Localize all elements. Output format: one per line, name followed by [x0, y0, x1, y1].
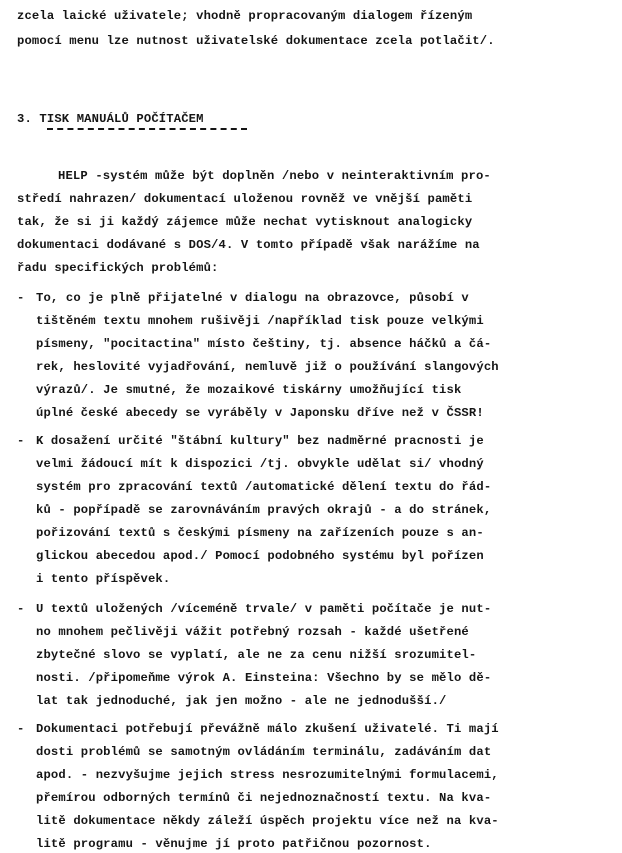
intro-line-1: zcela laické uživatele; vhodně propracovaným dialogem řízeným — [17, 9, 473, 23]
bullet-3-line-2: no mnohem pečlivěji vážit potřebný rozsah - každé ušetřené — [36, 625, 469, 639]
bullet-4-line-4: přemírou odborných termínů či nejednoznačností textu. Na kva- — [36, 791, 492, 805]
bullet-4-line-1: Dokumentaci potřebují převážně málo zkušení uživatelé. Ti mají — [36, 722, 499, 736]
bullet-4-line-2: dosti problémů se samotným ovládáním terminálu, zadáváním dat — [36, 745, 492, 759]
intro-line-2: pomocí menu lze nutnost uživatelské dokumentace zcela potlačit/. — [17, 34, 495, 48]
bullet-2-line-1: K dosažení určité "štábní kultury" bez nadměrné pracnosti je — [36, 434, 484, 448]
bullet-4-line-5: litě dokumentace někdy záleží úspěch projektu více než na kva- — [36, 814, 499, 828]
bullet-3-line-1: U textů uložených /víceméně trvale/ v paměti počítače je nut- — [36, 602, 492, 616]
bullet-2-line-4: ků - popřípadě se zarovnáváním pravých okrajů - a do stránek, — [36, 503, 492, 517]
bullet-2-line-7: i tento příspěvek. — [36, 572, 171, 586]
paragraph-line-4: dokumentaci dodávané s DOS/4. V tomto případě však narážíme na — [17, 238, 480, 252]
paragraph-line-3: tak, že si ji každý zájemce může nechat vytisknout analogicky — [17, 215, 473, 229]
bullet-1-line-1: To, co je plně přijatelné v dialogu na obrazovce, působí v — [36, 291, 469, 305]
bullet-2-line-2: velmi žádoucí mít k dispozici /tj. obvykle udělat si/ vhodný — [36, 457, 484, 471]
heading-underline — [47, 128, 247, 130]
bullet-marker: - — [17, 291, 25, 305]
bullet-marker: - — [17, 722, 25, 736]
section-heading: 3. TISK MANUÁLŮ POČÍTAČEM — [17, 112, 204, 126]
bullet-1-line-2: tištěném textu mnohem rušivěji /například tisk pouze velkými — [36, 314, 484, 328]
bullet-2-line-3: systém pro zpracování textů /automatické dělení textu do řád- — [36, 480, 492, 494]
paragraph-line-2: středí nahrazen/ dokumentací uloženou rovněž ve vnější paměti — [17, 192, 473, 206]
bullet-4-line-3: apod. - nezvyšujme jejich stress nesrozumitelnými formulacemi, — [36, 768, 499, 782]
bullet-2-line-6: glickou abecedou apod./ Pomocí podobného systému byl pořízen — [36, 549, 484, 563]
paragraph-line-5: řadu specifických problémů: — [17, 261, 219, 275]
bullet-marker: - — [17, 602, 25, 616]
bullet-1-line-5: výrazů/. Je smutné, že mozaikové tiskárny umožňující tisk — [36, 383, 462, 397]
bullet-1-line-4: rek, heslovité vyjadřování, nemluvě již o používání slangových — [36, 360, 499, 374]
bullet-marker: - — [17, 434, 25, 448]
bullet-3-line-3: zbytečné slovo se vyplatí, ale ne za cenu nižší srozumitel- — [36, 648, 477, 662]
bullet-4-line-6: litě programu - věnujme jí proto patřičnou pozornost. — [36, 837, 432, 851]
bullet-1-line-3: písmeny, "pocitactina" místo češtiny, tj. absence háčků a čá- — [36, 337, 492, 351]
bullet-3-line-4: nosti. /připomeňme výrok A. Einsteina: Všechno by se mělo dě- — [36, 671, 492, 685]
bullet-2-line-5: pořizování textů s českými písmeny na zařízeních pouze s an- — [36, 526, 484, 540]
bullet-1-line-6: úplné české abecedy se vyráběly v Japonsku dříve než v ČSSR! — [36, 406, 484, 420]
bullet-3-line-5: lat tak jednoduché, jak jen možno - ale ne jednodušší./ — [36, 694, 447, 708]
paragraph-line-1: HELP -systém může být doplněn /nebo v neinteraktivním pro- — [58, 169, 491, 183]
